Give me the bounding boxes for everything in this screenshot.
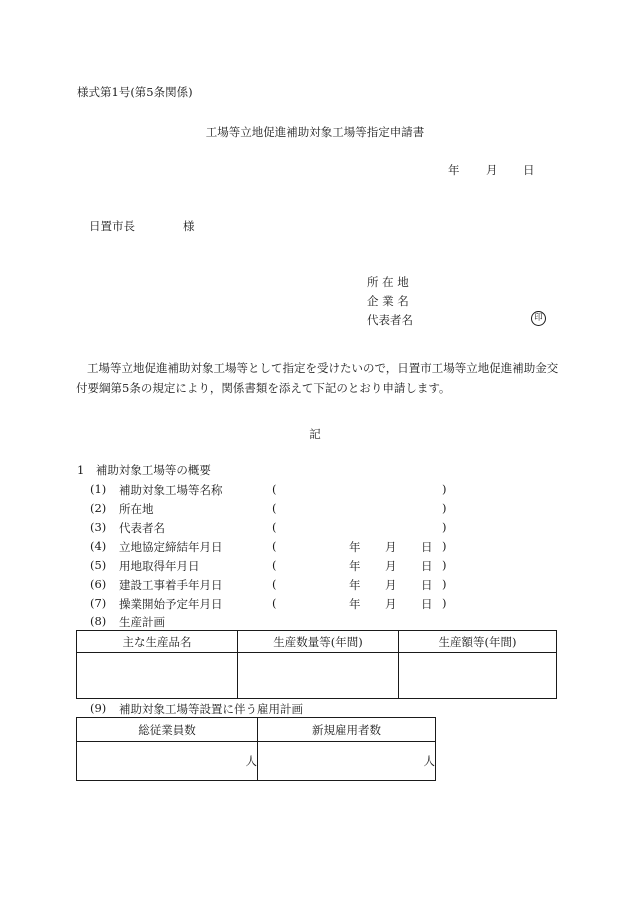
paren-open: ( <box>272 501 277 515</box>
paren-close: ) <box>442 520 447 534</box>
section-1-heading: 1 補助対象工場等の概要 <box>77 463 211 477</box>
item-label: 立地協定締結年月日 <box>119 540 223 554</box>
item-number: (4) <box>90 539 107 553</box>
paren-close: ) <box>442 539 447 553</box>
table-header-row <box>77 718 436 742</box>
unit-label: 人 <box>423 754 435 768</box>
applicant-representative-label: 代表者名 <box>367 313 413 327</box>
item-label: 操業開始予定年月日 <box>119 597 223 611</box>
paren-open: ( <box>272 539 277 553</box>
amount-cell[interactable] <box>399 653 557 699</box>
column-header-amount: 生産額等(年間) <box>399 631 557 653</box>
paren-open: ( <box>272 558 277 572</box>
day-label: 日 <box>421 578 433 592</box>
item-label: 用地取得年月日 <box>119 559 200 573</box>
production-plan-table <box>76 630 557 699</box>
year-label: 年 <box>349 597 361 611</box>
document-title: 工場等立地促進補助対象工場等指定申請書 <box>205 125 425 139</box>
item-number: (3) <box>90 520 107 534</box>
date-year-label: 年 <box>448 163 460 177</box>
day-label: 日 <box>421 559 433 573</box>
item-number: (2) <box>90 501 107 515</box>
table-row <box>77 653 557 699</box>
production-plan-label: 生産計画 <box>119 615 165 629</box>
quantity-cell[interactable] <box>238 653 399 699</box>
date-day-label: 日 <box>523 163 535 177</box>
month-label: 月 <box>385 578 397 592</box>
seal-mark: 印 <box>531 311 546 326</box>
application-statement: 工場等立地促進補助対象工場等として指定を受けたいので，日置市工場等立地促進補助金交付要綱第5条の規定により，関係書類を添えて下記のとおり申請します。 <box>76 361 559 395</box>
item-label: 所在地 <box>119 502 154 516</box>
column-header-quantity: 生産数量等(年間) <box>238 631 399 653</box>
new-hires-cell[interactable] <box>258 742 436 781</box>
form-number: 様式第1号(第5条関係) <box>77 85 193 99</box>
item-number: (8) <box>90 614 107 628</box>
addressee-honorific: 様 <box>183 219 195 233</box>
year-label: 年 <box>349 540 361 554</box>
employment-plan-label: 補助対象工場等設置に伴う雇用計画 <box>119 702 303 716</box>
column-header-product: 主な生産品名 <box>77 631 238 653</box>
day-label: 日 <box>421 597 433 611</box>
paren-close: ) <box>442 596 447 610</box>
item-label: 建設工事着手年月日 <box>119 578 223 592</box>
total-employees-cell[interactable] <box>77 742 258 781</box>
paren-close: ) <box>442 482 447 496</box>
table-row <box>77 742 436 781</box>
paren-close: ) <box>442 558 447 572</box>
addressee: 日置市長 <box>89 219 135 233</box>
item-number: (6) <box>90 577 107 591</box>
paren-open: ( <box>272 596 277 610</box>
ki-heading: 記 <box>309 427 321 441</box>
item-number: (5) <box>90 558 107 572</box>
item-label: 代表者名 <box>119 521 165 535</box>
applicant-company-label: 企 業 名 <box>367 294 409 308</box>
table-header-row <box>77 631 557 653</box>
month-label: 月 <box>385 559 397 573</box>
item-number: (7) <box>90 596 107 610</box>
applicant-address-label: 所 在 地 <box>367 275 409 289</box>
date-month-label: 月 <box>486 163 498 177</box>
paren-open: ( <box>272 520 277 534</box>
paren-close: ) <box>442 501 447 515</box>
month-label: 月 <box>385 540 397 554</box>
day-label: 日 <box>421 540 433 554</box>
unit-label: 人 <box>245 754 257 768</box>
year-label: 年 <box>349 578 361 592</box>
paren-close: ) <box>442 577 447 591</box>
paren-open: ( <box>272 577 277 591</box>
item-number: (9) <box>90 701 107 715</box>
item-number: (1) <box>90 482 107 496</box>
item-label: 補助対象工場等名称 <box>119 483 223 497</box>
paren-open: ( <box>272 482 277 496</box>
column-header-total-employees: 総従業員数 <box>77 718 258 742</box>
column-header-new-hires: 新規雇用者数 <box>258 718 436 742</box>
year-label: 年 <box>349 559 361 573</box>
employment-plan-table <box>76 717 436 781</box>
month-label: 月 <box>385 597 397 611</box>
product-cell[interactable] <box>77 653 238 699</box>
